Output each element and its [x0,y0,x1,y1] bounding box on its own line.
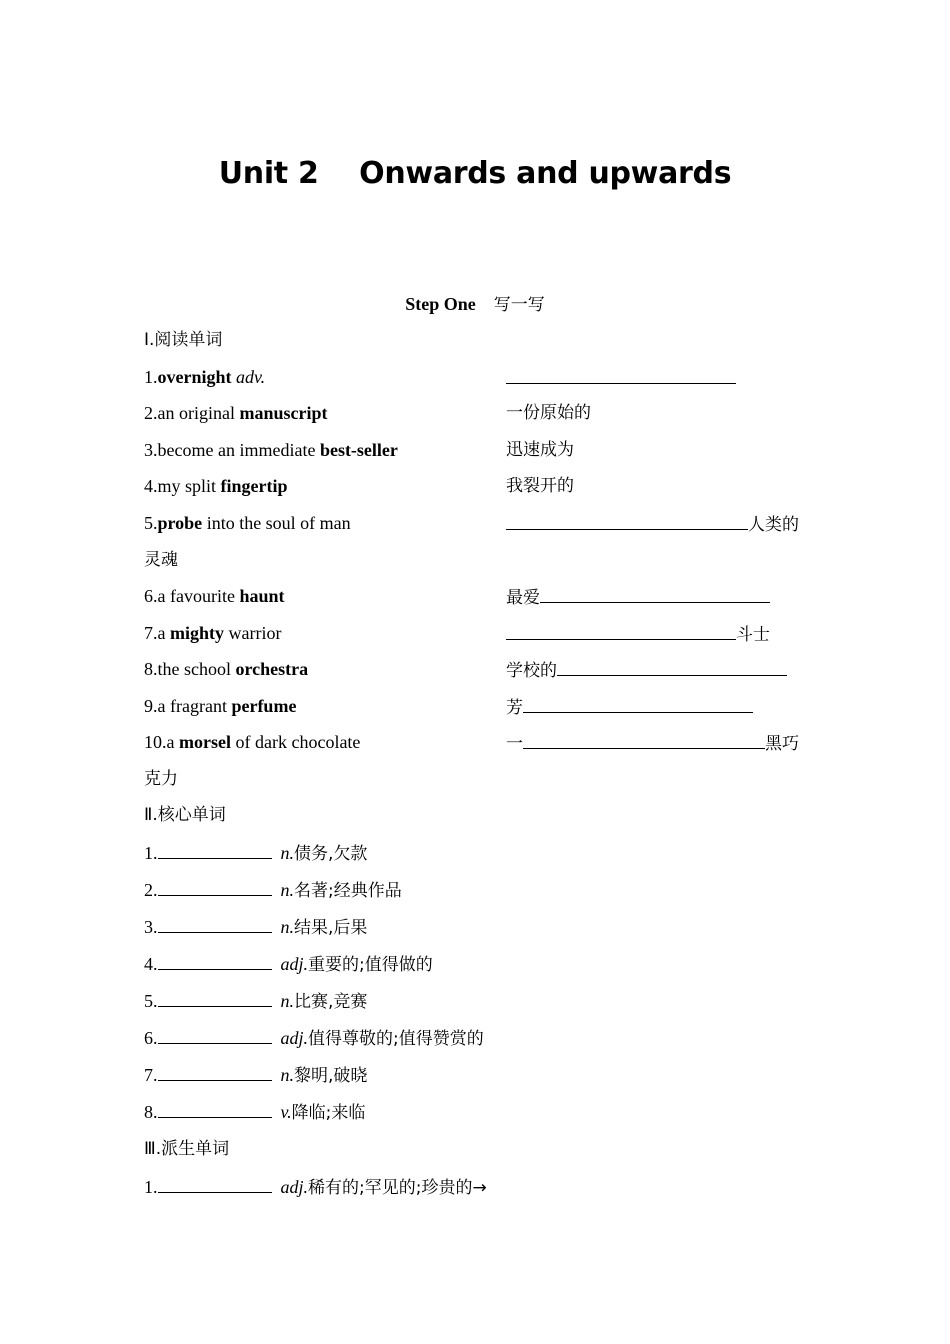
answer-blank[interactable] [158,877,272,896]
step-label: Step One [405,294,476,314]
answer-8: 学校的 [506,657,787,683]
core-item-5: 5. n.比赛,竞赛 [144,988,367,1014]
core-item-1: 1. n.债务,欠款 [144,840,367,866]
derived-item-1: 1. adj.稀有的;罕见的;珍贵的→ [144,1174,487,1200]
answer-blank[interactable] [523,730,765,749]
answer-blank[interactable] [158,1062,272,1081]
core-item-4: 4. adj.重要的;值得做的 [144,951,433,977]
answer-1 [506,365,736,390]
section-1-heading: Ⅰ.阅读单词 [144,330,223,350]
core-item-2: 2. n.名著;经典作品 [144,877,402,903]
section-2-heading: Ⅱ.核心单词 [144,805,226,825]
answer-5: 人类的 [506,511,799,537]
answer-blank[interactable] [540,584,770,603]
core-item-8: 8. v.降临;来临 [144,1099,365,1125]
answer-blank[interactable] [506,511,748,530]
answer-7: 斗士 [506,621,770,647]
answer-blank[interactable] [158,951,272,970]
reading-item-6: 6.a favourite haunt [144,586,285,606]
core-item-7: 7. n.黎明,破晓 [144,1062,367,1088]
reading-item-8: 8.the school orchestra [144,659,309,679]
answer-blank[interactable] [158,1099,272,1118]
answer-blank[interactable] [557,657,787,676]
answer-blank[interactable] [506,621,736,640]
answer-blank[interactable] [158,988,272,1007]
reading-item-4: 4.my split fingertip [144,476,288,496]
answer-6: 最爱 [506,584,770,610]
core-item-3: 3. n.结果,后果 [144,914,367,940]
step-label-cn: 写一写 [493,295,545,315]
answer-blank[interactable] [158,840,272,859]
reading-item-5: 5.probe into the soul of man [144,513,351,533]
reading-item-5-wrap: 灵魂 [144,550,178,570]
reading-item-10-wrap: 克力 [144,769,178,789]
answer-2-text: 一份原始的 [506,403,591,423]
reading-item-1: 1.overnight adv. [144,367,266,387]
answer-3-text: 迅速成为 [506,440,574,460]
answer-blank[interactable] [506,365,736,384]
reading-item-9: 9.a fragrant perfume [144,696,297,716]
reading-item-3: 3.become an immediate best-seller [144,440,398,460]
answer-blank[interactable] [523,694,753,713]
core-item-6: 6. adj.值得尊敬的;值得赞赏的 [144,1025,484,1051]
step-heading [0,290,950,315]
answer-blank[interactable] [158,914,272,933]
answer-blank[interactable] [158,1174,272,1193]
reading-item-10: 10.a morsel of dark chocolate [144,732,361,752]
answer-9: 芳 [506,694,753,720]
answer-4-text: 我裂开的 [506,476,574,496]
page-title: Unit 2 Onwards and upwards [218,156,732,191]
reading-item-7: 7.a mighty warrior [144,623,282,643]
section-3-heading: Ⅲ.派生单词 [144,1139,230,1159]
answer-blank[interactable] [158,1025,272,1044]
answer-10: 一 黑巧 [506,730,799,756]
reading-item-2: 2.an original manuscript [144,403,328,423]
